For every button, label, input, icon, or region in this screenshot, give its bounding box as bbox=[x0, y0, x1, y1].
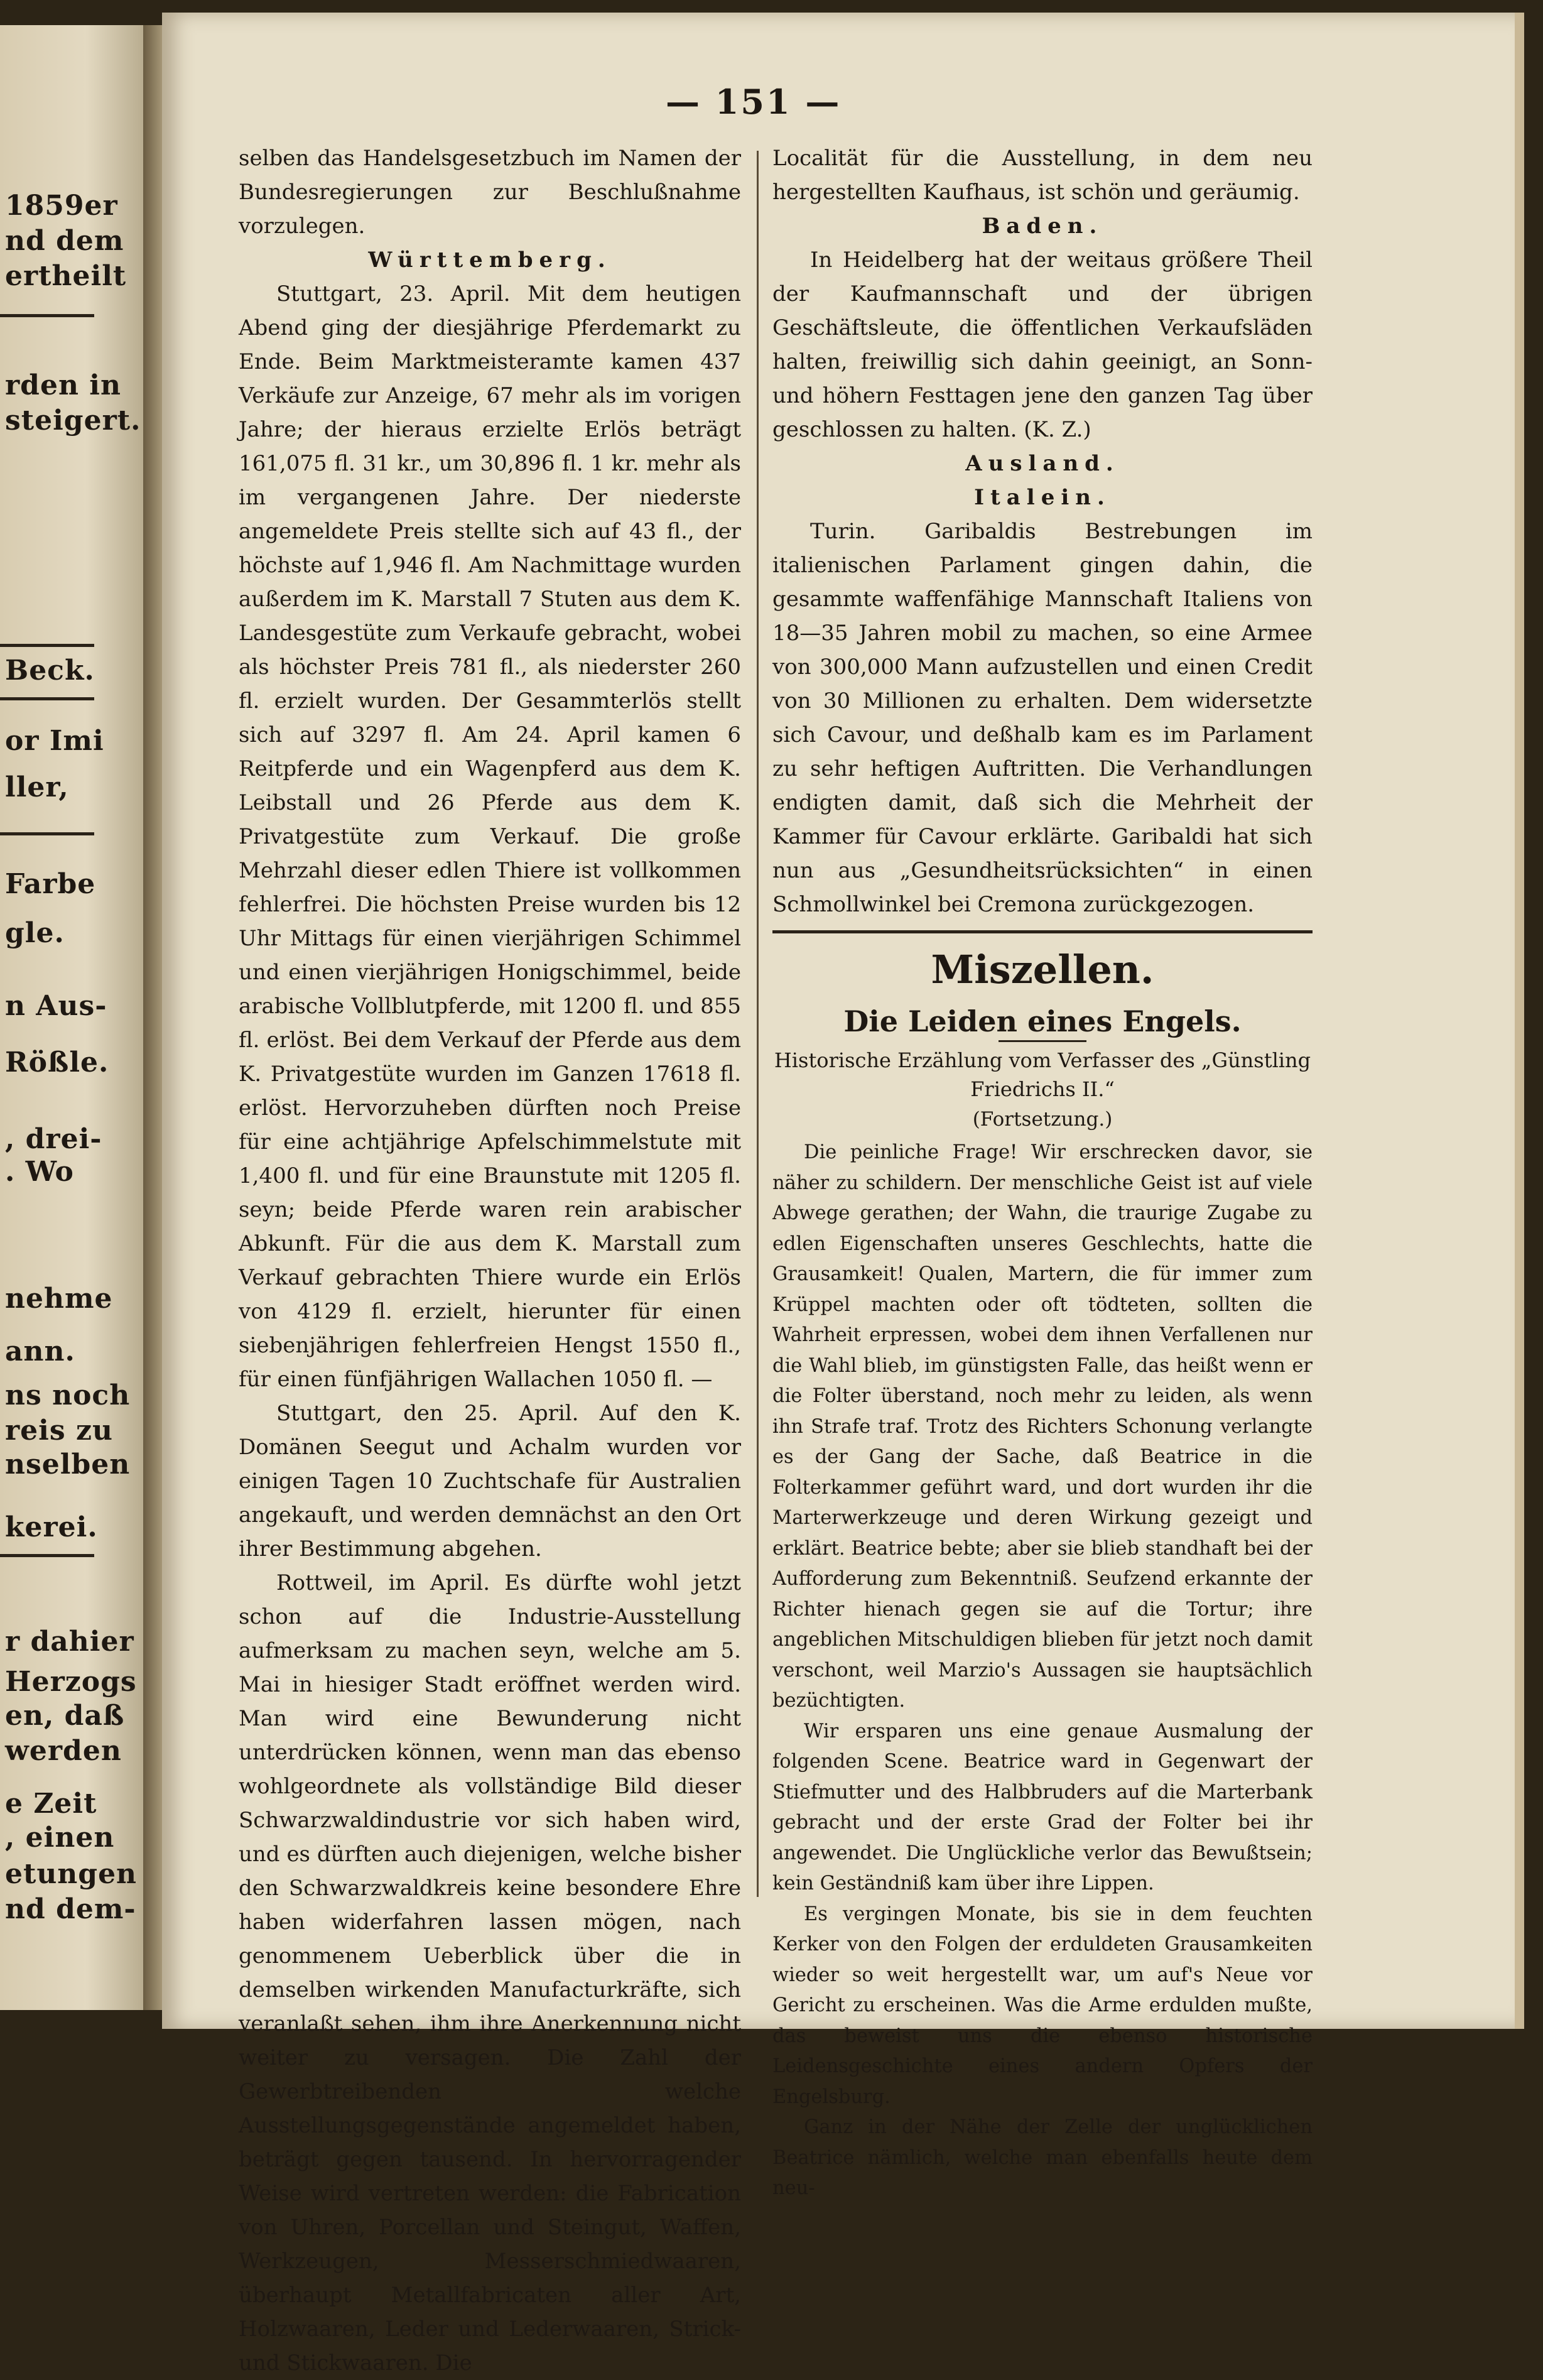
margin-fragment: nselben bbox=[5, 1448, 131, 1481]
margin-fragment: , einen bbox=[5, 1822, 115, 1854]
margin-fragment: reis zu bbox=[5, 1415, 113, 1447]
margin-fragment: steigert. bbox=[5, 405, 141, 437]
margin-fragment: werden bbox=[5, 1735, 122, 1767]
left-column bbox=[239, 141, 741, 2380]
page-number: — 151 — bbox=[666, 82, 842, 122]
section-heading-baden: Baden. bbox=[982, 214, 1103, 239]
section-heading-wuerttemberg: Württemberg. bbox=[368, 247, 612, 273]
book-gutter bbox=[143, 25, 162, 2010]
left-page-edge bbox=[0, 25, 143, 2010]
divider bbox=[0, 644, 94, 647]
margin-fragment: ns noch bbox=[5, 1379, 131, 1411]
margin-fragment: nd dem bbox=[5, 225, 124, 257]
news-item-stuttgart-23: Stuttgart, 23. April. Mit dem heutigen Abend ging der diesjährige Pferdemarkt zu Ende. Beim Marktmeisteramte kamen 437 Verkäufe zur Anzeige, 67 mehr als im vorigen Jahre; der hieraus erzielte Erlös beträgt 161,075 fl. 31 kr., um 30,896 fl. 1 kr. mehr als im vergangenen Jahre. Der niederste angemeldete Preis stellte sich auf 43 fl., der höchste auf 1,946 fl. Am Nachmittage wurden außerdem im K. Marstall 7 Stuten aus dem K. Landesgestüte zum Verkaufe gebracht, wobei als höchster Preis 781 fl., als niederster 260 fl. erzielt wurden. Der Gesammterlös stellt sich auf 3297 fl. Am 24. April kamen 6 Reitpferde und ein Wagenpferd aus dem K. Leibstall und 26 Pferde aus dem K. Privatgestüte zum Verkauf. Die große Mehrzahl dieser edlen Thiere ist vollkommen fehlerfrei. Die höchsten Preise wurden bis 12 Uhr Mittags für einen vierjährigen Schimmel und einen vierjährigen Honigschimmel, beide arabische Vollblutpferde, mit 1200 fl. und 855 fl. erlöst. Bei dem Verkauf der Pferde aus dem K. Privatgestüte wurden im Ganzen 17618 fl. erlöst. Hervorzuheben dürften noch Preise für eine achtjährige Apfelschimmelstute mit 1,400 fl. und für eine Braunstute mit 1205 fl. seyn; beide Pferde waren rein arabischer Abkunft. Für die aus dem K. Marstall zum Verkauf gebrachten Thiere wurde ein Erlös von 4129 fl. erzielt, hierunter für einen siebenjährigen fehlerfreien Hengst 1550 fl., für einen fünfjährigen Wallachen 1050 fl. — bbox=[239, 281, 741, 1392]
news-item-rottweil: Rottweil, im April. Es dürfte wohl jetzt schon auf die Industrie-Ausstellung aufmerksam zu machen seyn, welche am 5. Mai in hiesiger Stadt eröffnet werden wird. Man wird eine Bewunderung nicht unterdrücken können, wenn man das ebenso wohlgeordnete als vollständige Bild dieser Schwarzwaldindustrie vor sich haben wird, und es dürften auch diejenigen, welche bisher den Schwarzwaldkreis keine besondere Ehre haben widerfahren lassen mögen, nach genommenem Ueberblick über die in demselben wirkenden Manufacturkräfte, sich veranlaßt sehen, ihm ihre Anerkennung nicht weiter zu versagen. Die Zahl der Gewerbtreibenden welche Ausstellungsgegenstände angemeldet haben, beträgt gegen tausend. In hervorragender Weise wird vertreten werden: die Fabrication von Uhren, Porcellan und Steingut, Waffen, Werkzeugen, Messerschmiedwaaren, überhaupt Metallfabricaten aller Art, Holzwaaren, Leder und Lederwaaren, Strick- und Stickwaaren. Die bbox=[239, 1570, 741, 2376]
divider bbox=[999, 1040, 1086, 1042]
margin-fragment: ertheilt bbox=[5, 260, 127, 292]
divider bbox=[0, 697, 94, 700]
margin-fragment: or Imi bbox=[5, 725, 104, 757]
continuation-note: (Fortsetzung.) bbox=[972, 1108, 1113, 1131]
margin-fragment: . Wo bbox=[5, 1156, 74, 1188]
margin-fragment: ann. bbox=[5, 1335, 75, 1367]
margin-fragment: 1859er bbox=[5, 190, 118, 222]
story-subtitle: Historische Erzählung vom Verfasser des „Günstling Friedrichs II.“ bbox=[774, 1048, 1311, 1101]
paragraph-continuation: Localität für die Ausstellung, in dem neu hergestellten Kaufhaus, ist schön und geräumig. bbox=[772, 146, 1313, 205]
news-item-turin: Turin. Garibaldis Bestrebungen im italienischen Parlament gingen dahin, die gesammte waffenfähige Mannschaft Italiens von 18—35 Jahren mobil zu machen, so eine Armee von 300,000 Mann aufzustellen und einen Credit von 30 Millionen zu erhalten. Dem widersetzte sich Cavour, und deßhalb kam es im Parlament zu sehr heftigen Auftritten. Die Verhandlungen endigten damit, daß sich die Mehrheit der Kammer für Cavour erklärte. Garibaldi hat sich nun aus „Gesundheitsrücksichten“ in einen Schmollwinkel bei Cremona zurückgezogen. bbox=[772, 519, 1313, 917]
margin-fragment: kerei. bbox=[5, 1511, 98, 1543]
paragraph-continuation: selben das Handelsgesetzbuch im Namen der Bundesregierungen zur Beschlußnahme vorzulegen. bbox=[239, 146, 741, 239]
margin-fragment: nehme bbox=[5, 1283, 113, 1315]
divider bbox=[0, 832, 94, 835]
story-paragraph: Wir ersparen uns eine genaue Ausmalung der folgenden Scene. Beatrice ward in Gegenwart der Stiefmutter und des Halbbruders auf die Marterbank gebracht und der erste Grad der Folter bei ihr angewendet. Die Unglückliche verlor das Bewußtsein; kein Geständniß kam über ihre Lippen. bbox=[772, 1720, 1313, 1894]
margin-fragment: rden in bbox=[5, 369, 121, 401]
story-paragraph: Die peinliche Frage! Wir erschrecken davor, sie näher zu schildern. Der menschliche Geist ist auf viele Abwege gerathen; der Wahn, die traurige Zugabe zu edlen Eigenschaften unseres Geschlechts, hatte die Grausamkeit! Qualen, Martern, die für immer zum Krüppel machten oder oft tödteten, sollten die Wahrheit erpressen, wobei dem ihnen Verfallenen nur die Wahl blieb, im günstigsten Falle, das heißt wenn er die Folter überstand, noch mehr zu leiden, als wenn ihn Strafe traf. Trotz des Richters Schonung verlangte es der Gang der Sache, daß Beatrice in die Folterkammer geführt ward, und dort wurden ihr die Marterwerkzeuge und deren Wirkung gezeigt und erklärt. Beatrice bebte; aber sie blieb standhaft bei der Aufforderung zum Bekenntniß. Seufzend erkannte der Richter hienach gegen sie auf die Tortur; ihre angeblichen Mitschuldigen blieben für jetzt noch damit verschont, weil Marzio's Aussagen sie hauptsächlich bezüchtigten. bbox=[772, 1141, 1313, 1712]
margin-fragment: r dahier bbox=[5, 1626, 134, 1658]
right-column bbox=[772, 141, 1313, 2204]
margin-fragment: nd dem- bbox=[5, 1893, 136, 1925]
margin-fragment: Herzogs bbox=[5, 1666, 137, 1698]
news-item-heidelberg: In Heidelberg hat der weitaus größere Theil der Kaufmannschaft und der übrigen Geschäftsleute, die öffentlichen Verkaufsläden halten, freiwillig sich dahin geeinigt, an Sonn- und höhern Festtagen jene den ganzen Tag über geschlossen zu halten. (K. Z.) bbox=[772, 247, 1313, 442]
margin-fragment: gle. bbox=[5, 917, 65, 949]
margin-fragment: ller, bbox=[5, 771, 69, 803]
story-body bbox=[772, 1138, 1313, 2204]
margin-fragment: Farbe bbox=[5, 868, 96, 900]
section-heading-italien: Italein. bbox=[974, 485, 1111, 510]
news-item-stuttgart-25: Stuttgart, den 25. April. Auf den K. Domänen Seegut und Achalm wurden vor einigen Tagen 10 Zuchtschafe für Australien angekauft, und werden demnächst an den Ort ihrer Bestimmung abgehen. bbox=[239, 1401, 741, 1562]
story-paragraph: Es vergingen Monate, bis sie in dem feuchten Kerker von den Folgen der erduldeten Grausamkeiten wieder so weit hergestellt war, um auf's Neue vor Gericht zu erscheinen. Was die Arme erdulden mußte, das beweist uns die ebenso historische Leidensgeschichte eines andern Opfers der Engelsburg. bbox=[772, 1903, 1313, 2108]
margin-fragment: Beck. bbox=[5, 655, 95, 687]
story-paragraph: Ganz in der Nähe der Zelle der unglücklichen Beatrice nämlich, welche man ebenfalls heute dem neu- bbox=[772, 2116, 1313, 2199]
margin-fragment: Rößle. bbox=[5, 1046, 109, 1079]
column-divider bbox=[757, 151, 759, 1897]
story-title: Die Leiden eines Engels. bbox=[843, 1004, 1242, 1038]
margin-fragment: e Zeit bbox=[5, 1788, 97, 1820]
margin-fragment: n Aus- bbox=[5, 990, 107, 1022]
section-heading-ausland: Ausland. bbox=[965, 451, 1120, 476]
margin-fragment: , drei- bbox=[5, 1123, 102, 1155]
divider bbox=[0, 314, 94, 317]
margin-fragment: etungen bbox=[5, 1858, 138, 1890]
miszellen-heading: Miszellen. bbox=[772, 930, 1313, 995]
page-edge bbox=[1515, 13, 1524, 2029]
margin-fragment: en, daß bbox=[5, 1700, 125, 1732]
divider bbox=[0, 1554, 94, 1557]
